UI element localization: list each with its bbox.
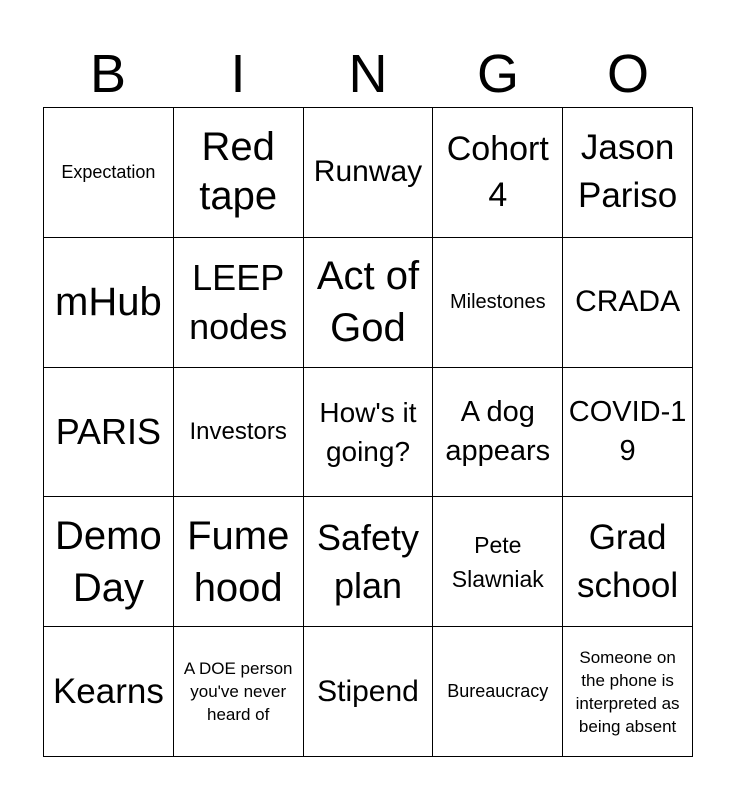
cell-text: Stipend [317, 674, 419, 708]
bingo-cell[interactable] [304, 497, 434, 627]
cell-text: Someone on the phone is interpreted as being absent [575, 647, 680, 736]
cell-text: Investors [189, 417, 287, 445]
cell-text: A DOE person you've never heard of [183, 659, 293, 725]
cell-text: Kearns [52, 671, 164, 711]
bingo-cell[interactable] [174, 497, 304, 627]
cell-text: mHub [55, 279, 162, 324]
bingo-cell[interactable] [44, 627, 174, 757]
bingo-card-grid [43, 107, 693, 757]
cell-text: CRADA [575, 285, 681, 319]
bingo-cell[interactable] [174, 368, 304, 498]
header-letter-o: O [606, 44, 649, 104]
cell-text: Demo Day [55, 513, 162, 610]
bingo-cell[interactable] [433, 238, 563, 368]
cell-text: A dog appears [445, 395, 551, 467]
header-letter-n: N [348, 44, 388, 104]
bingo-cell[interactable] [563, 368, 693, 498]
bingo-header [43, 40, 693, 108]
bingo-cell[interactable] [304, 368, 434, 498]
bingo-cell[interactable] [174, 627, 304, 757]
cell-text: Pete Slawniak [451, 531, 544, 592]
bingo-cell[interactable] [563, 497, 693, 627]
bingo-cell[interactable] [304, 627, 434, 757]
bingo-cell[interactable] [44, 238, 174, 368]
bingo-cell[interactable] [174, 238, 304, 368]
bingo-cell[interactable] [174, 108, 304, 238]
bingo-cell[interactable] [304, 108, 434, 238]
cell-text: Safety plan [316, 516, 420, 606]
cell-text: COVID-19 [568, 395, 687, 467]
bingo-cell[interactable] [433, 368, 563, 498]
bingo-cell[interactable] [433, 497, 563, 627]
cell-text: Act of God [316, 254, 420, 351]
cell-text: Runway [313, 155, 423, 189]
bingo-cell[interactable] [433, 627, 563, 757]
cell-text: Jason Pariso [577, 128, 678, 216]
bingo-cell[interactable] [563, 238, 693, 368]
bingo-cell[interactable] [433, 108, 563, 238]
cell-text: Fume hood [187, 513, 290, 610]
cell-text: PARIS [55, 410, 162, 452]
cell-text: Cohort 4 [446, 130, 549, 215]
cell-text: How's it going? [319, 396, 417, 467]
cell-text: Grad school [577, 517, 679, 605]
bingo-cell[interactable] [44, 368, 174, 498]
header-letter-b: B [89, 44, 127, 104]
cell-text: Red tape [199, 125, 278, 219]
cell-text: LEEP nodes [189, 257, 288, 348]
cell-text: Milestones [449, 291, 546, 314]
header-letter-g: G [476, 44, 519, 104]
cell-text: Expectation [61, 162, 156, 183]
cell-text: Bureaucracy [447, 681, 549, 702]
header-letter-i: I [230, 44, 246, 104]
bingo-cell[interactable] [563, 627, 693, 757]
bingo-cell[interactable] [44, 108, 174, 238]
bingo-cell[interactable] [304, 238, 434, 368]
bingo-cell[interactable] [563, 108, 693, 238]
bingo-cell[interactable] [44, 497, 174, 627]
